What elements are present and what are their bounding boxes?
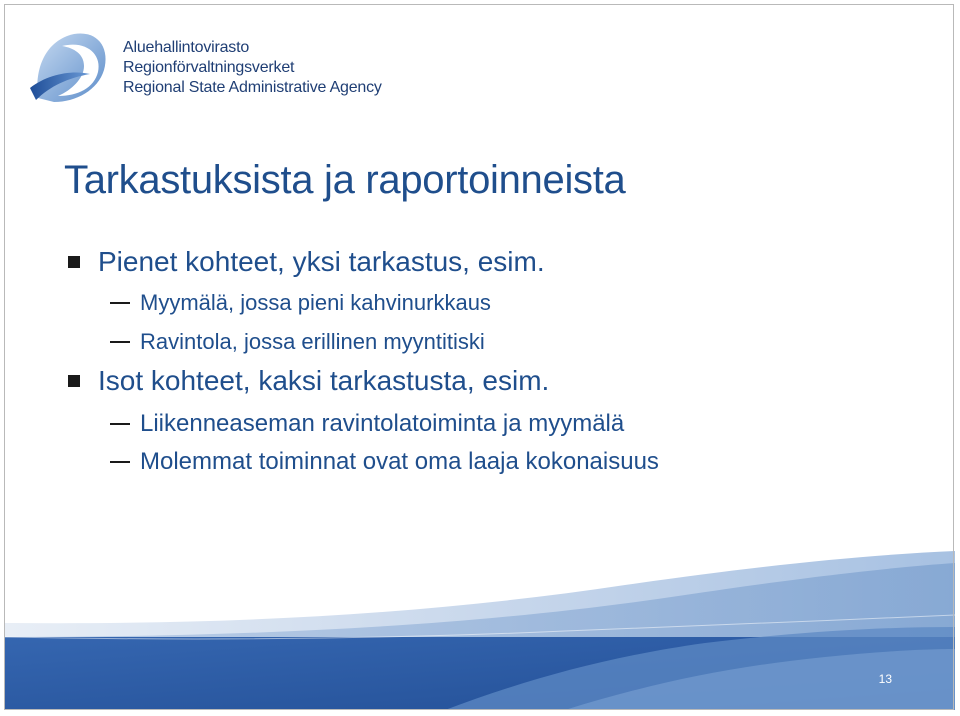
square-bullet-icon [68,256,80,268]
avi-logo [28,28,112,108]
sub-bullet-item [110,448,659,476]
square-bullet-icon [68,375,80,387]
sub-bullet-text: Liikenneaseman ravintolatoiminta ja myymälä [140,410,625,437]
org-name-english: Regional State Administrative Agency [123,79,382,96]
sub-bullet-text: Molemmat toiminnat ovat oma laaja kokonaisuus [140,448,659,475]
sub-bullet-text: Myymälä, jossa pieni kahvinurkkaus [140,290,491,315]
org-name-finnish: Aluehallintovirasto [123,39,250,56]
slide-title: Tarkastuksista ja raportoinneista [64,158,626,202]
page-number: 13 [878,672,892,686]
bullet-text: Pienet kohteet, yksi tarkastus, esim. [98,246,545,277]
dash-bullet-icon [110,341,130,343]
dash-bullet-icon [110,423,130,425]
sub-bullet-item [110,290,491,316]
dash-bullet-icon [110,302,130,304]
bottom-wave-decoration [5,545,955,710]
bullet-text: Isot kohteet, kaksi tarkastusta, esim. [98,365,550,396]
bullet-item [68,246,545,278]
org-name-swedish: Regionförvaltningsverket [123,59,295,76]
sub-bullet-item [110,410,624,438]
sub-bullet-item [110,329,485,355]
organization-names [123,38,382,98]
bullet-item [68,365,549,397]
dash-bullet-icon [110,461,130,463]
sub-bullet-text: Ravintola, jossa erillinen myyntitiski [140,329,485,354]
